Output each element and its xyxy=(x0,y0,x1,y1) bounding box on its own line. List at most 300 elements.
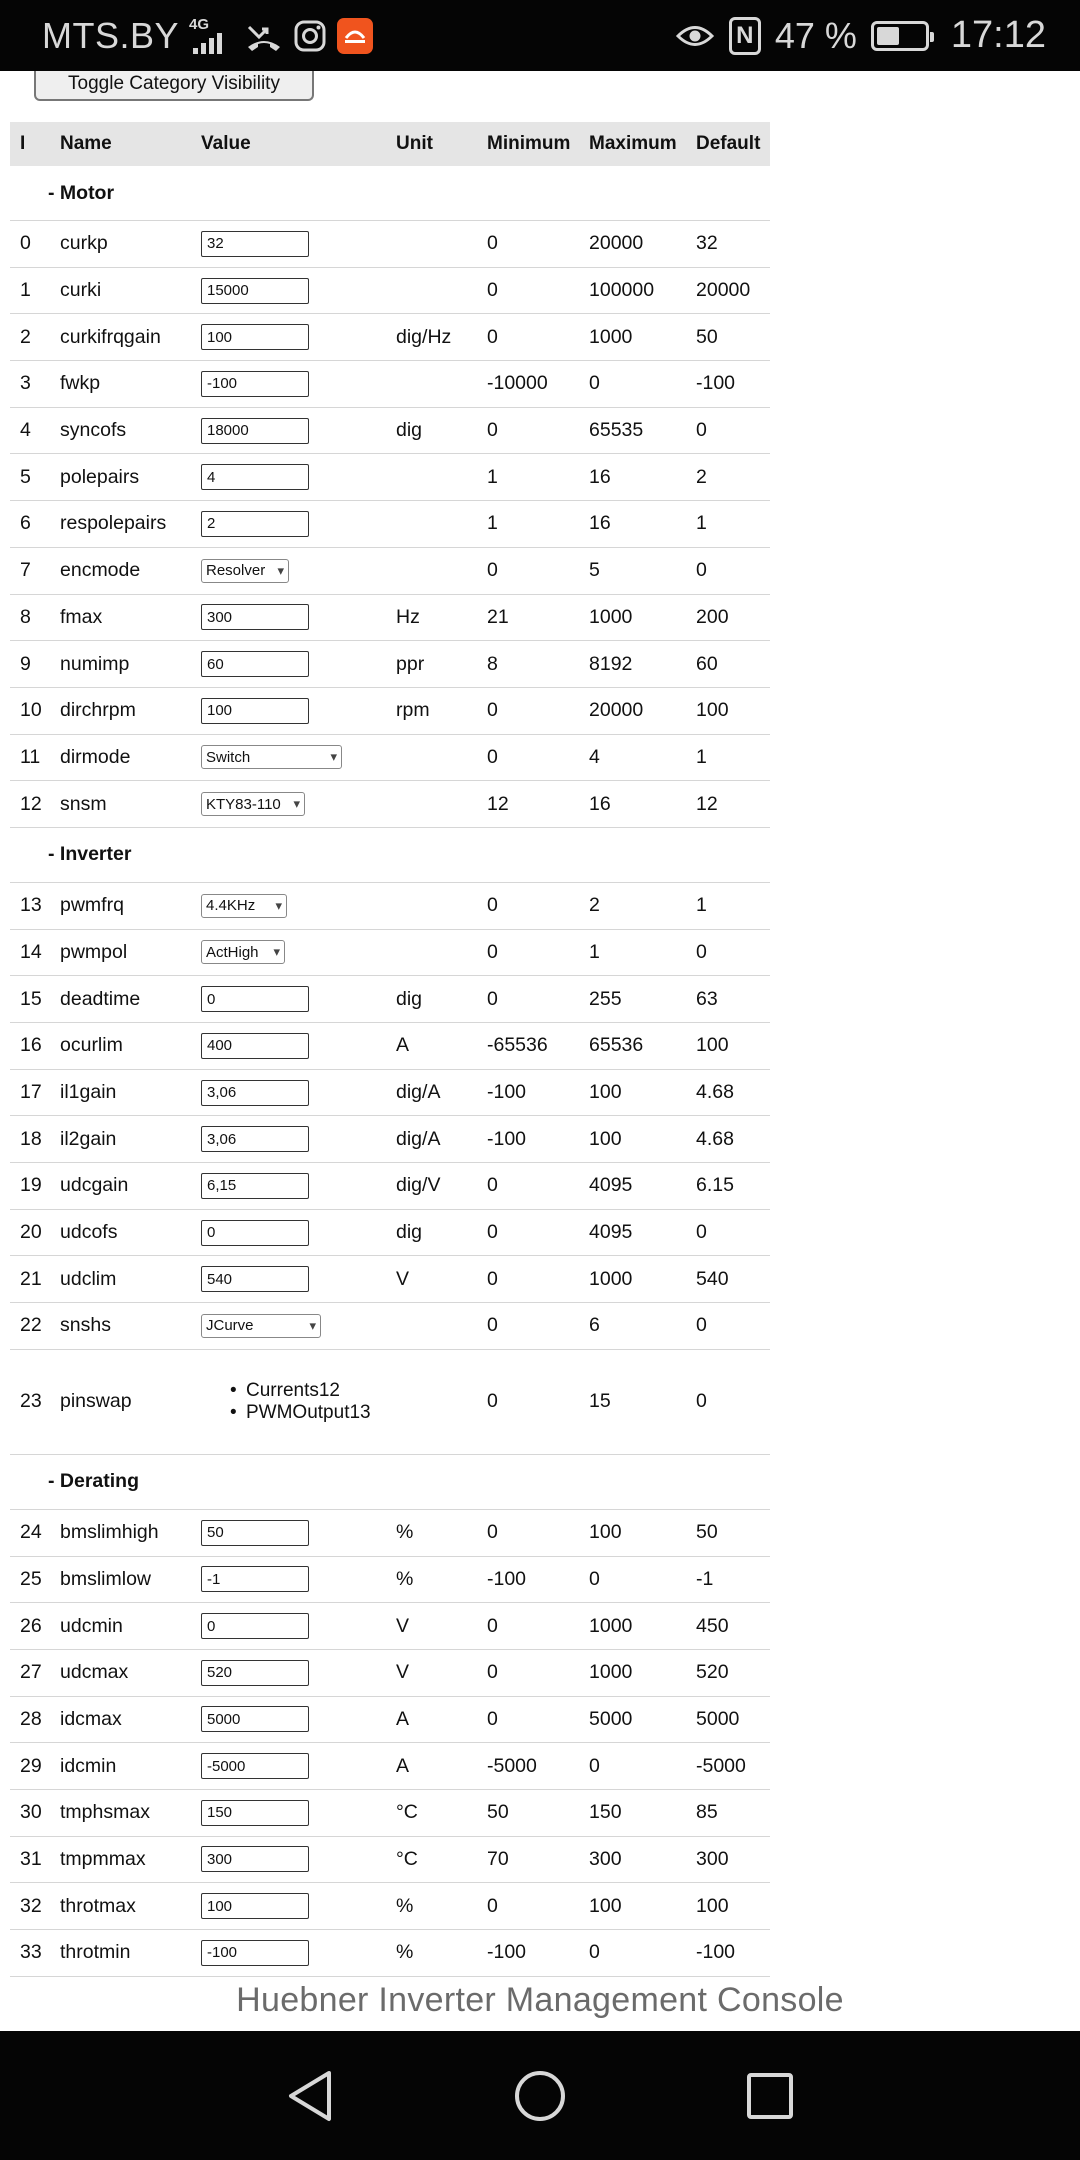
chevron-down-icon: ▾ xyxy=(293,796,300,812)
param-minimum: -100 xyxy=(487,1567,527,1590)
param-maximum: 100 xyxy=(589,1081,622,1104)
param-minimum: 0 xyxy=(487,279,498,302)
param-maximum: 100000 xyxy=(589,279,655,302)
param-index: 11 xyxy=(20,745,41,768)
battery-icon xyxy=(871,21,929,51)
page-content xyxy=(0,71,1080,2031)
param-minimum: 0 xyxy=(487,987,498,1010)
snshs-select[interactable] xyxy=(201,1314,321,1338)
param-index: 20 xyxy=(20,1221,42,1244)
param-value-cell xyxy=(201,1256,309,1302)
param-index: 15 xyxy=(20,987,42,1010)
param-maximum: 1000 xyxy=(589,1614,633,1637)
param-value-cell xyxy=(201,1603,309,1649)
param-row-deadtime xyxy=(10,976,770,1023)
param-maximum: 16 xyxy=(589,512,611,535)
param-default: -1 xyxy=(696,1567,714,1590)
param-default: 540 xyxy=(696,1267,729,1290)
header-minimum: Minimum xyxy=(487,133,571,154)
tmpmmax-input[interactable]: 300 xyxy=(201,1846,309,1872)
param-minimum: 0 xyxy=(487,894,498,917)
network-type: 4G xyxy=(189,15,210,33)
param-default: -5000 xyxy=(696,1754,746,1777)
param-unit: ppr xyxy=(396,652,425,675)
param-name: pinswap xyxy=(60,1390,132,1413)
param-name: fwkp xyxy=(60,372,101,395)
throtmax-input[interactable]: 100 xyxy=(201,1893,309,1919)
table-header-row xyxy=(10,122,770,166)
category-inverter-row[interactable] xyxy=(10,828,770,883)
recent-apps-icon[interactable] xyxy=(740,2031,800,2160)
param-unit: dig xyxy=(396,987,423,1010)
param-minimum: 0 xyxy=(487,1314,498,1337)
param-default: 0 xyxy=(696,940,707,963)
param-unit: % xyxy=(396,1521,414,1544)
respolepairs-input[interactable]: 2 xyxy=(201,511,309,537)
param-row-il1gain xyxy=(10,1070,770,1117)
param-row-tmphsmax xyxy=(10,1790,770,1837)
param-default: 100 xyxy=(696,1034,729,1057)
pwmfrq-selected-value: 4.4KHz xyxy=(206,897,256,915)
param-value-cell xyxy=(201,1930,309,1976)
param-value-cell xyxy=(201,735,342,781)
param-maximum: 0 xyxy=(589,1567,600,1590)
parameter-table xyxy=(10,122,770,1977)
dirmode-select[interactable] xyxy=(201,745,342,769)
param-name: udclim xyxy=(60,1267,117,1290)
param-maximum: 4095 xyxy=(589,1221,633,1244)
tmphsmax-input[interactable]: 150 xyxy=(201,1800,309,1826)
encmode-selected-value: Resolver xyxy=(206,562,266,580)
param-index: 24 xyxy=(20,1521,42,1544)
carrier-name: MTS.BY xyxy=(42,14,180,56)
ocurlim-input[interactable]: 400 xyxy=(201,1033,309,1059)
param-minimum: 12 xyxy=(487,792,509,815)
param-index: 1 xyxy=(20,279,31,302)
param-maximum: 255 xyxy=(589,987,622,1010)
param-name: idcmin xyxy=(60,1754,117,1777)
param-default: 50 xyxy=(696,325,718,348)
param-row-udcofs xyxy=(10,1210,770,1257)
param-name: throtmin xyxy=(60,1941,131,1964)
param-minimum: 21 xyxy=(487,605,509,628)
param-minimum: 0 xyxy=(487,1521,498,1544)
param-row-fwkp xyxy=(10,361,770,408)
chevron-down-icon: ▾ xyxy=(309,1317,316,1333)
param-value-cell xyxy=(201,501,309,547)
param-default: 60 xyxy=(696,652,718,675)
chevron-down-icon: ▾ xyxy=(275,897,282,913)
param-unit: % xyxy=(396,1894,414,1917)
idcmax-input[interactable]: 5000 xyxy=(201,1706,309,1732)
il1gain-input[interactable]: 3,06 xyxy=(201,1080,309,1106)
pwmpol-select[interactable] xyxy=(201,940,285,964)
param-default: 5000 xyxy=(696,1707,740,1730)
fmax-input[interactable]: 300 xyxy=(201,604,309,630)
dirchrpm-input[interactable]: 100 xyxy=(201,698,309,724)
param-value-cell xyxy=(201,1163,309,1209)
param-default: 450 xyxy=(696,1614,729,1637)
param-value-cell xyxy=(201,314,309,360)
param-name: snsm xyxy=(60,792,107,815)
param-value-cell xyxy=(201,781,305,827)
param-value-cell xyxy=(201,1303,321,1349)
numimp-input[interactable]: 60 xyxy=(201,651,309,677)
param-default: 63 xyxy=(696,987,718,1010)
param-minimum: 0 xyxy=(487,1390,498,1413)
param-minimum: 70 xyxy=(487,1847,509,1870)
param-row-udcgain xyxy=(10,1163,770,1210)
param-row-dirchrpm xyxy=(10,688,770,735)
param-row-snshs xyxy=(10,1303,770,1350)
param-row-ocurlim xyxy=(10,1023,770,1070)
param-index: 16 xyxy=(20,1034,42,1057)
param-name: udcmax xyxy=(60,1661,129,1684)
param-maximum: 1 xyxy=(589,940,600,963)
param-name: pwmpol xyxy=(60,940,128,963)
param-row-pwmfrq xyxy=(10,883,770,930)
param-row-syncofs xyxy=(10,408,770,455)
param-unit: rpm xyxy=(396,699,430,722)
param-minimum: 1 xyxy=(487,512,498,535)
toggle-category-visibility-button[interactable]: Toggle Category Visibility xyxy=(34,71,314,101)
param-default: 85 xyxy=(696,1801,718,1824)
param-unit: °C xyxy=(396,1847,418,1870)
eye-comfort-icon xyxy=(675,21,715,51)
param-unit: dig/A xyxy=(396,1081,441,1104)
back-icon[interactable] xyxy=(280,2031,340,2160)
fwkp-input[interactable]: -100 xyxy=(201,371,309,397)
param-index: 7 xyxy=(20,559,31,582)
param-index: 29 xyxy=(20,1754,42,1777)
udcgain-input[interactable]: 6,15 xyxy=(201,1173,309,1199)
param-default: 2 xyxy=(696,465,707,488)
snsm-select[interactable] xyxy=(201,792,305,816)
param-index: 0 xyxy=(20,232,31,255)
param-minimum: 0 xyxy=(487,1267,498,1290)
chevron-down-icon: ▾ xyxy=(330,749,337,765)
param-index: 19 xyxy=(20,1174,42,1197)
param-value-cell xyxy=(201,548,289,594)
param-maximum: 150 xyxy=(589,1801,622,1824)
header-index: I xyxy=(20,133,26,154)
param-unit: V xyxy=(396,1661,410,1684)
param-name: curki xyxy=(60,279,102,302)
footer-title: Huebner Inverter Management Console xyxy=(236,1981,844,2019)
param-default: 1 xyxy=(696,745,707,768)
param-default: 0 xyxy=(696,559,707,582)
param-name: curkp xyxy=(60,232,108,255)
param-value-cell xyxy=(201,688,309,734)
param-row-dirmode xyxy=(10,735,770,782)
param-minimum: 1 xyxy=(487,465,498,488)
param-minimum: 0 xyxy=(487,699,498,722)
param-row-curkp xyxy=(10,221,770,268)
param-default: 300 xyxy=(696,1847,729,1870)
param-minimum: 0 xyxy=(487,1707,498,1730)
udclim-input[interactable]: 540 xyxy=(201,1266,309,1292)
param-default: 0 xyxy=(696,1314,707,1337)
param-name: idcmax xyxy=(60,1707,122,1730)
param-value-cell xyxy=(201,361,309,407)
param-value-cell xyxy=(201,1510,309,1556)
curkp-input[interactable]: 32 xyxy=(201,231,309,257)
param-maximum: 20000 xyxy=(589,699,644,722)
flag-item[interactable]: • PWMOutput13 xyxy=(246,1402,371,1424)
param-default: 100 xyxy=(696,699,729,722)
param-minimum: 0 xyxy=(487,1221,498,1244)
param-maximum: 300 xyxy=(589,1847,622,1870)
param-row-il2gain xyxy=(10,1116,770,1163)
param-row-bmslimhigh xyxy=(10,1510,770,1557)
param-index: 33 xyxy=(20,1941,42,1964)
param-index: 32 xyxy=(20,1894,42,1917)
il2gain-input[interactable]: 3,06 xyxy=(201,1126,309,1152)
param-default: 12 xyxy=(696,792,718,815)
param-minimum: -100 xyxy=(487,1941,527,1964)
param-index: 25 xyxy=(20,1567,42,1590)
param-index: 5 xyxy=(20,465,31,488)
param-index: 17 xyxy=(20,1081,42,1104)
param-default: 200 xyxy=(696,605,729,628)
param-value-cell xyxy=(201,883,287,929)
param-name: udcmin xyxy=(60,1614,123,1637)
param-name: udcgain xyxy=(60,1174,129,1197)
param-index: 22 xyxy=(20,1314,42,1337)
param-row-pinswap xyxy=(10,1350,770,1455)
param-default: 32 xyxy=(696,232,718,255)
param-default: 50 xyxy=(696,1521,718,1544)
param-unit: dig/Hz xyxy=(396,325,452,348)
param-value-cell xyxy=(201,1023,309,1069)
deadtime-input[interactable]: 0 xyxy=(201,986,309,1012)
syncofs-input[interactable]: 18000 xyxy=(201,418,309,444)
clock: 17:12 xyxy=(950,14,1046,56)
encmode-select[interactable] xyxy=(201,559,289,583)
param-index: 6 xyxy=(20,512,31,535)
param-maximum: 4095 xyxy=(589,1174,633,1197)
pinswap-flag-list xyxy=(201,1380,371,1424)
param-unit: dig xyxy=(396,1221,423,1244)
param-default: 520 xyxy=(696,1661,729,1684)
param-maximum: 1000 xyxy=(589,605,633,628)
param-maximum: 0 xyxy=(589,372,600,395)
param-default: 4.68 xyxy=(696,1081,734,1104)
param-unit: dig/V xyxy=(396,1174,441,1197)
param-default: 100 xyxy=(696,1894,729,1917)
param-value-cell xyxy=(201,976,309,1022)
param-row-udcmax xyxy=(10,1650,770,1697)
param-index: 12 xyxy=(20,792,42,815)
param-default: 4.68 xyxy=(696,1127,734,1150)
param-unit: % xyxy=(396,1941,414,1964)
param-name: il1gain xyxy=(60,1081,117,1104)
dirmode-selected-value: Switch xyxy=(206,748,251,766)
battery-percent: 47 % xyxy=(774,14,857,56)
param-index: 3 xyxy=(20,372,31,395)
param-maximum: 1000 xyxy=(589,1661,633,1684)
param-minimum: 0 xyxy=(487,559,498,582)
snsm-selected-value: KTY83-110 xyxy=(206,795,281,813)
param-default: 20000 xyxy=(696,279,751,302)
header-unit: Unit xyxy=(396,133,433,154)
category-derating-label[interactable]: - Derating xyxy=(48,1470,140,1493)
param-index: 14 xyxy=(20,940,42,963)
param-minimum: 0 xyxy=(487,1894,498,1917)
param-minimum: -100 xyxy=(487,1081,527,1104)
bmslimlow-input[interactable]: -1 xyxy=(201,1566,309,1592)
param-default: 0 xyxy=(696,1221,707,1244)
param-value-cell xyxy=(201,454,309,500)
param-index: 30 xyxy=(20,1801,42,1824)
category-motor-row[interactable] xyxy=(10,166,770,221)
param-maximum: 20000 xyxy=(589,232,644,255)
param-maximum: 1000 xyxy=(589,325,633,348)
param-value-cell xyxy=(201,1743,309,1789)
header-default: Default xyxy=(696,133,761,154)
param-index: 21 xyxy=(20,1267,42,1290)
param-minimum: -10000 xyxy=(487,372,548,395)
param-name: deadtime xyxy=(60,987,141,1010)
home-icon[interactable] xyxy=(510,2031,570,2160)
param-name: bmslimhigh xyxy=(60,1521,159,1544)
param-unit: °C xyxy=(396,1801,418,1824)
param-row-idcmin xyxy=(10,1743,770,1790)
udcmin-input[interactable]: 0 xyxy=(201,1613,309,1639)
param-value-cell xyxy=(201,268,309,314)
param-unit: A xyxy=(396,1034,410,1057)
param-row-encmode xyxy=(10,548,770,595)
param-maximum: 65535 xyxy=(589,419,644,442)
param-index: 18 xyxy=(20,1127,42,1150)
param-minimum: 0 xyxy=(487,1661,498,1684)
param-maximum: 5 xyxy=(589,559,600,582)
param-value-cell xyxy=(201,595,309,641)
header-value: Value xyxy=(201,133,251,154)
param-index: 23 xyxy=(20,1390,42,1413)
param-minimum: -5000 xyxy=(487,1754,537,1777)
polepairs-input[interactable]: 4 xyxy=(201,464,309,490)
udcofs-input[interactable]: 0 xyxy=(201,1220,309,1246)
param-minimum: 0 xyxy=(487,940,498,963)
instagram-icon xyxy=(293,19,327,53)
param-row-numimp xyxy=(10,641,770,688)
param-index: 4 xyxy=(20,419,31,442)
param-name: encmode xyxy=(60,559,141,582)
param-maximum: 1000 xyxy=(589,1267,633,1290)
category-derating-row[interactable] xyxy=(10,1455,770,1510)
param-name: syncofs xyxy=(60,419,127,442)
curkifrqgain-input[interactable]: 100 xyxy=(201,324,309,350)
param-row-idcmax xyxy=(10,1697,770,1744)
param-maximum: 65536 xyxy=(589,1034,644,1057)
flag-item[interactable]: • Currents12 xyxy=(246,1380,371,1402)
param-index: 27 xyxy=(20,1661,42,1684)
udcmax-input[interactable]: 520 xyxy=(201,1660,309,1686)
throtmin-input[interactable]: -100 xyxy=(201,1940,309,1966)
category-inverter-label[interactable]: - Inverter xyxy=(48,843,132,866)
param-name: numimp xyxy=(60,652,130,675)
param-index: 9 xyxy=(20,652,31,675)
header-name: Name xyxy=(60,133,112,154)
param-default: 0 xyxy=(696,1390,707,1413)
param-maximum: 5000 xyxy=(589,1707,633,1730)
param-index: 13 xyxy=(20,894,42,917)
nfc-icon: N xyxy=(729,17,761,55)
param-name: bmslimlow xyxy=(60,1567,152,1590)
status-bar xyxy=(0,0,1080,71)
pwmfrq-select[interactable] xyxy=(201,894,287,918)
param-row-curkifrqgain xyxy=(10,314,770,361)
param-row-curki xyxy=(10,268,770,315)
category-motor-label[interactable]: - Motor xyxy=(48,181,115,204)
param-maximum: 0 xyxy=(589,1941,600,1964)
param-minimum: 0 xyxy=(487,1614,498,1637)
param-row-udcmin xyxy=(10,1603,770,1650)
param-name: tmphsmax xyxy=(60,1801,150,1824)
param-row-fmax xyxy=(10,595,770,642)
pwmpol-selected-value: ActHigh xyxy=(206,943,259,961)
param-maximum: 100 xyxy=(589,1127,622,1150)
param-name: respolepairs xyxy=(60,512,167,535)
param-default: -100 xyxy=(696,1941,736,1964)
param-value-cell xyxy=(201,1790,309,1836)
param-value-cell xyxy=(201,930,285,976)
param-maximum: 0 xyxy=(589,1754,600,1777)
param-row-throtmax xyxy=(10,1883,770,1930)
idcmin-input[interactable]: -5000 xyxy=(201,1753,309,1779)
param-name: ocurlim xyxy=(60,1034,123,1057)
param-minimum: 8 xyxy=(487,652,498,675)
curki-input[interactable]: 15000 xyxy=(201,278,309,304)
param-maximum: 4 xyxy=(589,745,600,768)
param-unit: V xyxy=(396,1614,410,1637)
missed-call-icon xyxy=(245,19,283,53)
param-maximum: 16 xyxy=(589,792,611,815)
param-value-cell xyxy=(201,408,309,454)
chevron-down-icon: ▾ xyxy=(273,944,280,960)
param-minimum: 0 xyxy=(487,745,498,768)
param-value-cell xyxy=(201,1650,309,1696)
param-name: pwmfrq xyxy=(60,894,124,917)
param-value-cell xyxy=(201,221,309,267)
navigation-bar xyxy=(0,2031,1080,2160)
param-maximum: 16 xyxy=(589,465,611,488)
param-row-udclim xyxy=(10,1256,770,1303)
param-row-throtmin xyxy=(10,1930,770,1977)
param-index: 26 xyxy=(20,1614,42,1637)
param-value-cell xyxy=(201,1697,309,1743)
param-value-cell xyxy=(201,1883,309,1929)
param-value-cell xyxy=(201,1557,309,1603)
param-name: tmpmmax xyxy=(60,1847,146,1870)
param-minimum: -100 xyxy=(487,1127,527,1150)
param-value-cell xyxy=(201,1350,371,1454)
bmslimhigh-input[interactable]: 50 xyxy=(201,1520,309,1546)
param-maximum: 15 xyxy=(589,1390,611,1413)
param-index: 28 xyxy=(20,1707,42,1730)
param-default: 1 xyxy=(696,894,707,917)
param-row-bmslimlow xyxy=(10,1557,770,1604)
param-minimum: -65536 xyxy=(487,1034,548,1057)
param-minimum: 0 xyxy=(487,232,498,255)
aliexpress-app-icon xyxy=(337,18,373,54)
param-maximum: 100 xyxy=(589,1894,622,1917)
param-maximum: 8192 xyxy=(589,652,633,675)
param-minimum: 50 xyxy=(487,1801,509,1824)
param-default: 6.15 xyxy=(696,1174,734,1197)
param-minimum: 0 xyxy=(487,1174,498,1197)
